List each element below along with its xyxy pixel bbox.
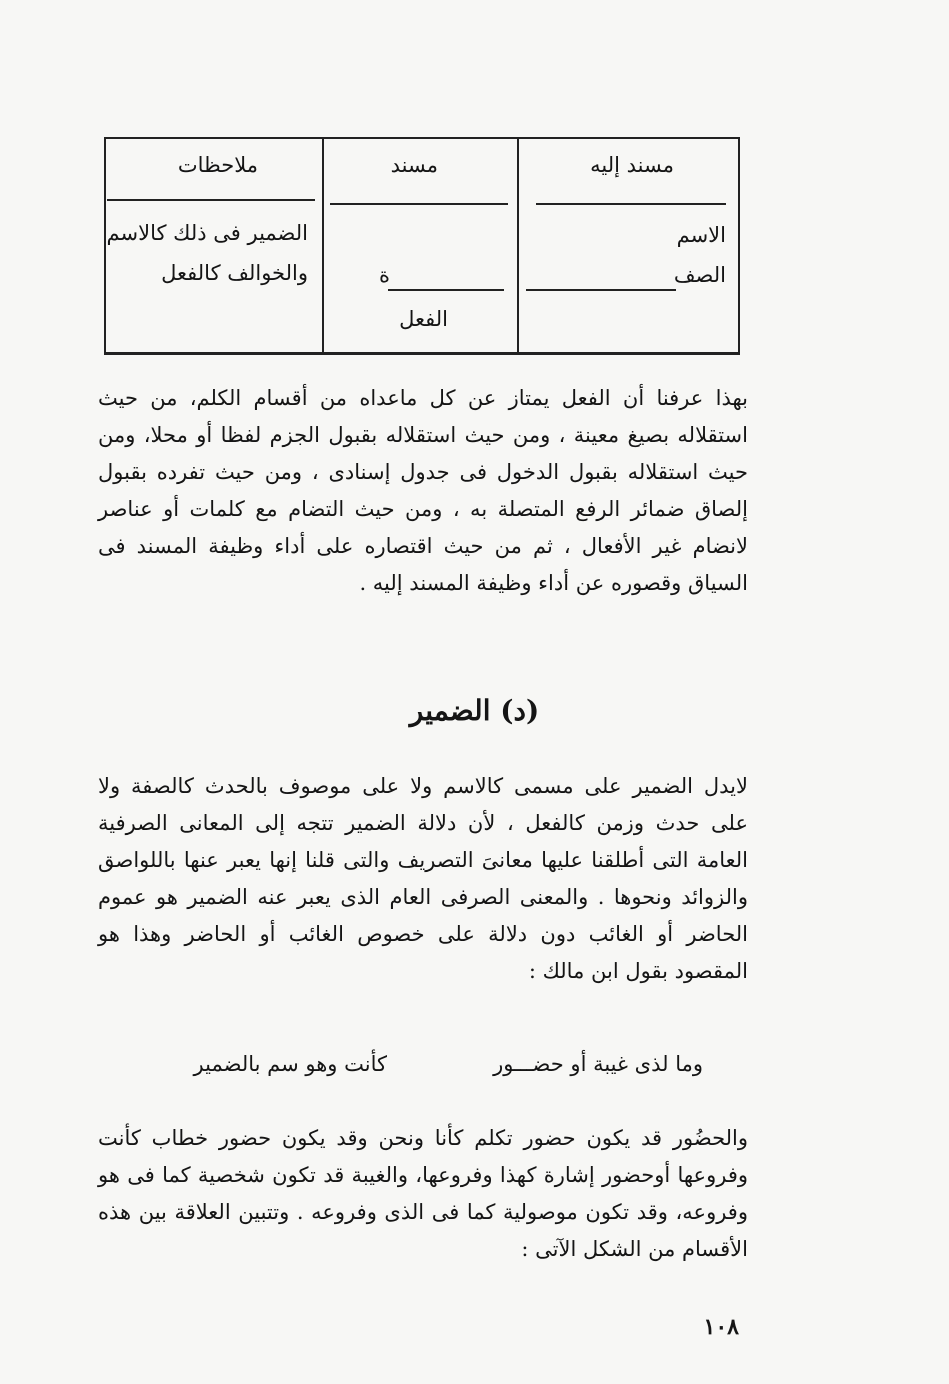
paragraph-presence-absence: والحضُور قد يكون حضور تكلم كأنا ونحن وقد يكون حضور خطاب كأنت وفروعها أوحضور إشارة كهذا وفروعها، والغيبة قد تكون شخصية كما فى هو وفروعه، وقد تكون موصولية كما فى الذى وفروعه . وتتبين العلاقة بين هذه الأقسام من الشكل الآتى :	[98, 1126, 748, 1261]
cell-fiil: الفعل	[399, 307, 448, 331]
predication-table	[104, 137, 740, 355]
paragraph-verb-summary: بهذا عرفنا أن الفعل يمتاز عن كل ماعداه من أقسام الكلم، من حيث استقلاله بصيغ معينة ، ومن حيث استقلاله بقبول الجزم لفظا أو محلا، ومن حيث استقلاله بقبول الدخول فى جدول إسنادى ، ومن حيث تفرده بقبول إلصاق ضمائر الرفع المتصلة به ، ومن حيث التضام مع كلمات أو عناصر لانضام غير الأفعال ، ثم من حيث اقتصاره على أداء وظيفة المسند فى السياق وقصوره عن أداء وظيفة المسند إليه .	[98, 386, 748, 595]
header-underline	[330, 203, 508, 205]
split-line	[526, 289, 676, 291]
table-divider	[517, 139, 519, 352]
header-underline	[107, 199, 315, 201]
table-divider	[322, 139, 324, 352]
cell-ism: الاسم	[676, 223, 726, 247]
verse-hemistich-1: وما لذى غيبة أو حضـــور	[493, 1052, 703, 1076]
paragraph-pronoun-definition: لايدل الضمير على مسمى كالاسم ولا على موصوف بالحدث كالصفة ولا على حدث وزمن كالفعل ، لأن دلالة الضمير تتجه إلى المعانى الصرفية العامة التى أطلقنا عليها معانىَ التصريف والتى قلنا إنها يعبر عنها باللواصق والزوائد ونحوها . والمعنى الصرفى العام الذى يعبر عنه الضمير هو عموم الحاضر أو الغائب دون دلالة على خصوص الغائب أو الحاضر وهذا هو المقصود بقول ابن مالك :	[98, 774, 748, 983]
header-underline	[536, 203, 726, 205]
header-notes: ملاحظات	[177, 153, 258, 177]
cell-ta: ة	[378, 263, 390, 287]
header-musnad: مسند	[390, 153, 438, 177]
verse-ibn-malik	[0, 1052, 949, 1092]
note-line-1: الضمير فى ذلك كالاسم	[106, 221, 308, 245]
section-heading: (د) الضمير	[409, 694, 540, 727]
header-musnad-ilayh: مسند إليه	[590, 153, 674, 177]
verse-hemistich-2: كأنت وهو سم بالضمير	[193, 1052, 387, 1076]
split-line	[388, 289, 504, 291]
cell-sifa: الصف	[673, 263, 726, 287]
note-line-2: والخوالف كالفعل	[161, 261, 308, 285]
page-number: ١٠٨	[703, 1314, 739, 1340]
